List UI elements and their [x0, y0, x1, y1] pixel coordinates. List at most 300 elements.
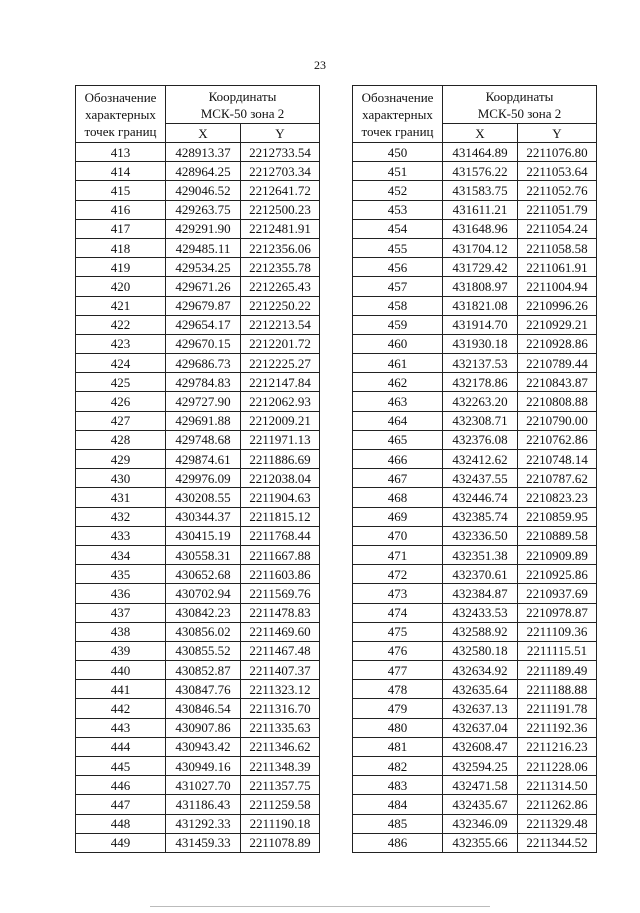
table-row: [76, 699, 320, 718]
point-number-cell: 421: [76, 296, 166, 315]
point-number-cell: 415: [76, 181, 166, 200]
table-row: [76, 737, 320, 756]
y-coordinate-cell: 2211768.44: [241, 526, 320, 545]
table-row: [353, 757, 597, 776]
y-coordinate-cell: 2210889.58: [518, 526, 597, 545]
y-coordinate-cell: 2210762.86: [518, 430, 597, 449]
y-coordinate-cell: 2211346.62: [241, 737, 320, 756]
point-number-cell: 457: [353, 277, 443, 296]
y-coordinate-cell: 2211316.70: [241, 699, 320, 718]
y-coordinate-cell: 2211004.94: [518, 277, 597, 296]
y-coordinate-cell: 2211357.75: [241, 776, 320, 795]
table-body: [76, 143, 320, 853]
y-coordinate-cell: 2210929.21: [518, 315, 597, 334]
y-coordinate-cell: 2212733.54: [241, 143, 320, 162]
y-coordinate-cell: 2211971.13: [241, 430, 320, 449]
table-row: [76, 545, 320, 564]
x-coordinate-cell: 432355.66: [443, 833, 518, 852]
table-row: [353, 661, 597, 680]
x-coordinate-cell: 429263.75: [166, 200, 241, 219]
y-coordinate-cell: 2212481.91: [241, 219, 320, 238]
y-coordinate-cell: 2211667.88: [241, 545, 320, 564]
x-coordinate-cell: 430415.19: [166, 526, 241, 545]
table-row: [353, 258, 597, 277]
x-coordinate-cell: 431583.75: [443, 181, 518, 200]
y-coordinate-cell: 2210996.26: [518, 296, 597, 315]
x-coordinate-cell: 432634.92: [443, 661, 518, 680]
table-row: [353, 162, 597, 181]
table-row: [353, 526, 597, 545]
y-coordinate-cell: 2210909.89: [518, 545, 597, 564]
y-coordinate-cell: 2212265.43: [241, 277, 320, 296]
table-row: [353, 469, 597, 488]
point-number-cell: 453: [353, 200, 443, 219]
table-row: [353, 450, 597, 469]
page-bottom-rule: [150, 906, 490, 907]
table-row: [353, 315, 597, 334]
point-number-cell: 439: [76, 641, 166, 660]
point-number-cell: 474: [353, 603, 443, 622]
point-number-cell: 482: [353, 757, 443, 776]
point-number-cell: 470: [353, 526, 443, 545]
x-coordinate-cell: 429727.90: [166, 392, 241, 411]
y-coordinate-cell: 2211052.76: [518, 181, 597, 200]
y-coordinate-cell: 2211815.12: [241, 507, 320, 526]
y-coordinate-cell: 2211109.36: [518, 622, 597, 641]
point-number-cell: 461: [353, 354, 443, 373]
x-coordinate-cell: 432351.38: [443, 545, 518, 564]
table-row: [76, 200, 320, 219]
point-number-cell: 455: [353, 238, 443, 257]
designation-header-line: характерных: [85, 106, 156, 122]
table-row: [76, 258, 320, 277]
x-coordinate-cell: 429691.88: [166, 411, 241, 430]
point-number-cell: 442: [76, 699, 166, 718]
point-number-cell: 480: [353, 718, 443, 737]
point-number-cell: 413: [76, 143, 166, 162]
point-number-cell: 443: [76, 718, 166, 737]
point-number-cell: 428: [76, 430, 166, 449]
table-row: [353, 833, 597, 852]
x-coordinate-cell: 431808.97: [443, 277, 518, 296]
y-coordinate-cell: 2211569.76: [241, 584, 320, 603]
table-row: [353, 296, 597, 315]
table-row: [353, 488, 597, 507]
y-coordinate-cell: 2212500.23: [241, 200, 320, 219]
table-row: [76, 757, 320, 776]
table-row: [76, 776, 320, 795]
x-coordinate-cell: 430907.86: [166, 718, 241, 737]
x-coordinate-cell: 430344.37: [166, 507, 241, 526]
x-coordinate-cell: 429670.15: [166, 334, 241, 353]
point-number-cell: 454: [353, 219, 443, 238]
point-number-cell: 432: [76, 507, 166, 526]
point-number-cell: 448: [76, 814, 166, 833]
point-number-cell: 425: [76, 373, 166, 392]
x-coordinate-cell: 432263.20: [443, 392, 518, 411]
point-number-cell: 478: [353, 680, 443, 699]
point-number-cell: 418: [76, 238, 166, 257]
x-coordinate-cell: 432471.58: [443, 776, 518, 795]
table-row: [76, 814, 320, 833]
point-number-cell: 452: [353, 181, 443, 200]
table-row: [76, 373, 320, 392]
x-coordinate-cell: 431027.70: [166, 776, 241, 795]
point-number-cell: 419: [76, 258, 166, 277]
point-number-cell: 440: [76, 661, 166, 680]
point-number-cell: 417: [76, 219, 166, 238]
point-number-cell: 462: [353, 373, 443, 392]
y-coordinate-cell: 2210978.87: [518, 603, 597, 622]
coordinates-header-line: МСК-50 зона 2: [200, 105, 285, 121]
point-number-cell: 486: [353, 833, 443, 852]
x-coordinate-cell: 431729.42: [443, 258, 518, 277]
y-coordinate-cell: 2211335.63: [241, 718, 320, 737]
point-number-cell: 485: [353, 814, 443, 833]
x-coordinate-cell: 432580.18: [443, 641, 518, 660]
x-coordinate-cell: 430847.76: [166, 680, 241, 699]
designation-header: [76, 86, 166, 143]
designation-header-line: Обозначение: [361, 89, 434, 105]
x-coordinate-cell: 431292.33: [166, 814, 241, 833]
y-coordinate-cell: 2210937.69: [518, 584, 597, 603]
table-row: [353, 718, 597, 737]
table-row: [353, 200, 597, 219]
y-coordinate-cell: 2212356.06: [241, 238, 320, 257]
table-row: [353, 545, 597, 564]
y-coordinate-cell: 2212038.04: [241, 469, 320, 488]
y-coordinate-cell: 2211078.89: [241, 833, 320, 852]
point-number-cell: 424: [76, 354, 166, 373]
table-row: [76, 526, 320, 545]
y-coordinate-cell: 2211407.37: [241, 661, 320, 680]
designation-header-line: точек границ: [361, 123, 434, 139]
point-number-cell: 458: [353, 296, 443, 315]
point-number-cell: 459: [353, 315, 443, 334]
y-coordinate-cell: 2211323.12: [241, 680, 320, 699]
table-row: [76, 219, 320, 238]
point-number-cell: 427: [76, 411, 166, 430]
y-coordinate-cell: 2210808.88: [518, 392, 597, 411]
x-coordinate-cell: 429679.87: [166, 296, 241, 315]
table-row: [353, 392, 597, 411]
x-coordinate-cell: 432336.50: [443, 526, 518, 545]
x-coordinate-cell: 431464.89: [443, 143, 518, 162]
x-coordinate-cell: 430846.54: [166, 699, 241, 718]
point-number-cell: 436: [76, 584, 166, 603]
x-coordinate-cell: 429748.68: [166, 430, 241, 449]
table-row: [76, 296, 320, 315]
y-column-header: Y: [241, 124, 320, 143]
table-body: [353, 143, 597, 853]
y-coordinate-cell: 2211188.88: [518, 680, 597, 699]
point-number-cell: 422: [76, 315, 166, 334]
x-coordinate-cell: 430702.94: [166, 584, 241, 603]
x-column-header: X: [166, 124, 241, 143]
point-number-cell: 445: [76, 757, 166, 776]
point-number-cell: 449: [76, 833, 166, 852]
point-number-cell: 481: [353, 737, 443, 756]
point-number-cell: 473: [353, 584, 443, 603]
x-coordinate-cell: 429046.52: [166, 181, 241, 200]
coordinates-header: [166, 86, 320, 124]
table-row: [76, 622, 320, 641]
x-coordinate-cell: 429686.73: [166, 354, 241, 373]
y-coordinate-cell: 2212009.21: [241, 411, 320, 430]
table-row: [76, 488, 320, 507]
y-coordinate-cell: 2211061.91: [518, 258, 597, 277]
x-coordinate-cell: 429654.17: [166, 315, 241, 334]
table-row: [76, 833, 320, 852]
y-coordinate-cell: 2212703.34: [241, 162, 320, 181]
table-row: [76, 661, 320, 680]
point-number-cell: 483: [353, 776, 443, 795]
point-number-cell: 444: [76, 737, 166, 756]
y-coordinate-cell: 2211314.50: [518, 776, 597, 795]
x-coordinate-cell: 430842.23: [166, 603, 241, 622]
y-coordinate-cell: 2210789.44: [518, 354, 597, 373]
y-coordinate-cell: 2211228.06: [518, 757, 597, 776]
x-coordinate-cell: 431611.21: [443, 200, 518, 219]
x-coordinate-cell: 432308.71: [443, 411, 518, 430]
x-coordinate-cell: 432594.25: [443, 757, 518, 776]
table-row: [76, 795, 320, 814]
point-number-cell: 447: [76, 795, 166, 814]
x-column-header: X: [443, 124, 518, 143]
designation-header-line: Обозначение: [84, 89, 157, 105]
table-row: [76, 334, 320, 353]
x-coordinate-cell: 430852.87: [166, 661, 241, 680]
point-number-cell: 420: [76, 277, 166, 296]
y-coordinate-cell: 2211469.60: [241, 622, 320, 641]
coordinates-header-line: МСК-50 зона 2: [477, 105, 562, 121]
x-coordinate-cell: 431821.08: [443, 296, 518, 315]
x-coordinate-cell: 429485.11: [166, 238, 241, 257]
y-coordinate-cell: 2211216.23: [518, 737, 597, 756]
y-coordinate-cell: 2211051.79: [518, 200, 597, 219]
y-coordinate-cell: 2211053.64: [518, 162, 597, 181]
table-row: [76, 277, 320, 296]
y-coordinate-cell: 2212062.93: [241, 392, 320, 411]
point-number-cell: 434: [76, 545, 166, 564]
x-coordinate-cell: 431930.18: [443, 334, 518, 353]
y-coordinate-cell: 2211259.58: [241, 795, 320, 814]
point-number-cell: 441: [76, 680, 166, 699]
coordinates-header-line: Координаты: [208, 88, 277, 104]
point-number-cell: 414: [76, 162, 166, 181]
y-coordinate-cell: 2211262.86: [518, 795, 597, 814]
y-coordinate-cell: 2211115.51: [518, 641, 597, 660]
table-row: [76, 162, 320, 181]
y-coordinate-cell: 2211467.48: [241, 641, 320, 660]
table-row: [353, 814, 597, 833]
point-number-cell: 469: [353, 507, 443, 526]
table-row: [353, 219, 597, 238]
point-number-cell: 456: [353, 258, 443, 277]
x-coordinate-cell: 432637.04: [443, 718, 518, 737]
point-number-cell: 438: [76, 622, 166, 641]
table-row: [353, 776, 597, 795]
x-coordinate-cell: 429784.83: [166, 373, 241, 392]
y-coordinate-cell: 2211190.18: [241, 814, 320, 833]
x-coordinate-cell: 429534.25: [166, 258, 241, 277]
point-number-cell: 464: [353, 411, 443, 430]
table-row: [76, 392, 320, 411]
designation-header: [353, 86, 443, 143]
table-row: [76, 181, 320, 200]
y-coordinate-cell: 2212147.84: [241, 373, 320, 392]
table-row: [353, 622, 597, 641]
point-number-cell: 468: [353, 488, 443, 507]
table-row: [353, 373, 597, 392]
point-number-cell: 416: [76, 200, 166, 219]
table-row: [353, 680, 597, 699]
table-row: [353, 430, 597, 449]
y-coordinate-cell: 2211058.58: [518, 238, 597, 257]
x-coordinate-cell: 429874.61: [166, 450, 241, 469]
x-coordinate-cell: 432137.53: [443, 354, 518, 373]
point-number-cell: 460: [353, 334, 443, 353]
table-row: [353, 354, 597, 373]
point-number-cell: 433: [76, 526, 166, 545]
table-row: [76, 469, 320, 488]
x-coordinate-cell: 432376.08: [443, 430, 518, 449]
x-coordinate-cell: 430652.68: [166, 565, 241, 584]
x-coordinate-cell: 429976.09: [166, 469, 241, 488]
table-row: [76, 143, 320, 162]
y-coordinate-cell: 2211478.83: [241, 603, 320, 622]
y-coordinate-cell: 2211076.80: [518, 143, 597, 162]
x-coordinate-cell: 432435.67: [443, 795, 518, 814]
table-row: [76, 238, 320, 257]
table-row: [76, 411, 320, 430]
x-coordinate-cell: 432412.62: [443, 450, 518, 469]
y-coordinate-cell: 2210823.23: [518, 488, 597, 507]
x-coordinate-cell: 428964.25: [166, 162, 241, 181]
point-number-cell: 437: [76, 603, 166, 622]
y-coordinate-cell: 2211886.69: [241, 450, 320, 469]
table-row: [76, 450, 320, 469]
y-coordinate-cell: 2211329.48: [518, 814, 597, 833]
x-coordinate-cell: 432385.74: [443, 507, 518, 526]
table-row: [76, 507, 320, 526]
y-coordinate-cell: 2210787.62: [518, 469, 597, 488]
coordinates-header-line: Координаты: [485, 88, 554, 104]
point-number-cell: 426: [76, 392, 166, 411]
table-row: [76, 680, 320, 699]
x-coordinate-cell: 432384.87: [443, 584, 518, 603]
table-row: [353, 181, 597, 200]
x-coordinate-cell: 430855.52: [166, 641, 241, 660]
table-row: [353, 737, 597, 756]
x-coordinate-cell: 428913.37: [166, 143, 241, 162]
y-coordinate-cell: 2212225.27: [241, 354, 320, 373]
point-number-cell: 475: [353, 622, 443, 641]
table-row: [353, 795, 597, 814]
x-coordinate-cell: 430558.31: [166, 545, 241, 564]
x-coordinate-cell: 432370.61: [443, 565, 518, 584]
table-row: [76, 641, 320, 660]
y-coordinate-cell: 2211191.78: [518, 699, 597, 718]
table-row: [76, 718, 320, 737]
x-coordinate-cell: 429291.90: [166, 219, 241, 238]
y-coordinate-cell: 2210925.86: [518, 565, 597, 584]
x-coordinate-cell: 432635.64: [443, 680, 518, 699]
point-number-cell: 451: [353, 162, 443, 181]
coordinates-table-right: [352, 85, 597, 853]
table-row: [353, 507, 597, 526]
y-coordinate-cell: 2212355.78: [241, 258, 320, 277]
y-coordinate-cell: 2211904.63: [241, 488, 320, 507]
x-coordinate-cell: 429671.26: [166, 277, 241, 296]
y-coordinate-cell: 2212201.72: [241, 334, 320, 353]
table-row: [76, 584, 320, 603]
point-number-cell: 476: [353, 641, 443, 660]
y-coordinate-cell: 2212641.72: [241, 181, 320, 200]
table-row: [76, 354, 320, 373]
table-row: [353, 641, 597, 660]
designation-header-line: характерных: [362, 106, 433, 122]
x-coordinate-cell: 431186.43: [166, 795, 241, 814]
point-number-cell: 477: [353, 661, 443, 680]
coordinates-table-left: [75, 85, 320, 853]
y-coordinate-cell: 2210748.14: [518, 450, 597, 469]
y-coordinate-cell: 2211192.36: [518, 718, 597, 737]
y-coordinate-cell: 2212213.54: [241, 315, 320, 334]
table-row: [76, 565, 320, 584]
y-coordinate-cell: 2210928.86: [518, 334, 597, 353]
point-number-cell: 446: [76, 776, 166, 795]
x-coordinate-cell: 431576.22: [443, 162, 518, 181]
y-coordinate-cell: 2210859.95: [518, 507, 597, 526]
y-coordinate-cell: 2211054.24: [518, 219, 597, 238]
table-row: [353, 277, 597, 296]
table-row: [76, 315, 320, 334]
table-row: [76, 430, 320, 449]
point-number-cell: 431: [76, 488, 166, 507]
designation-header-line: точек границ: [84, 123, 157, 139]
x-coordinate-cell: 431704.12: [443, 238, 518, 257]
table-row: [76, 603, 320, 622]
point-number-cell: 429: [76, 450, 166, 469]
y-coordinate-cell: 2211603.86: [241, 565, 320, 584]
table-row: [353, 699, 597, 718]
point-number-cell: 465: [353, 430, 443, 449]
x-coordinate-cell: 431648.96: [443, 219, 518, 238]
table-row: [353, 143, 597, 162]
x-coordinate-cell: 432637.13: [443, 699, 518, 718]
y-coordinate-cell: 2210843.87: [518, 373, 597, 392]
point-number-cell: 430: [76, 469, 166, 488]
y-coordinate-cell: 2211348.39: [241, 757, 320, 776]
x-coordinate-cell: 432433.53: [443, 603, 518, 622]
table-row: [353, 603, 597, 622]
x-coordinate-cell: 431914.70: [443, 315, 518, 334]
point-number-cell: 435: [76, 565, 166, 584]
x-coordinate-cell: 432446.74: [443, 488, 518, 507]
y-column-header: Y: [518, 124, 597, 143]
table-row: [353, 411, 597, 430]
page-number: 23: [314, 58, 326, 72]
point-number-cell: 466: [353, 450, 443, 469]
point-number-cell: 479: [353, 699, 443, 718]
point-number-cell: 472: [353, 565, 443, 584]
y-coordinate-cell: 2212250.22: [241, 296, 320, 315]
x-coordinate-cell: 430856.02: [166, 622, 241, 641]
x-coordinate-cell: 431459.33: [166, 833, 241, 852]
x-coordinate-cell: 432608.47: [443, 737, 518, 756]
x-coordinate-cell: 432346.09: [443, 814, 518, 833]
